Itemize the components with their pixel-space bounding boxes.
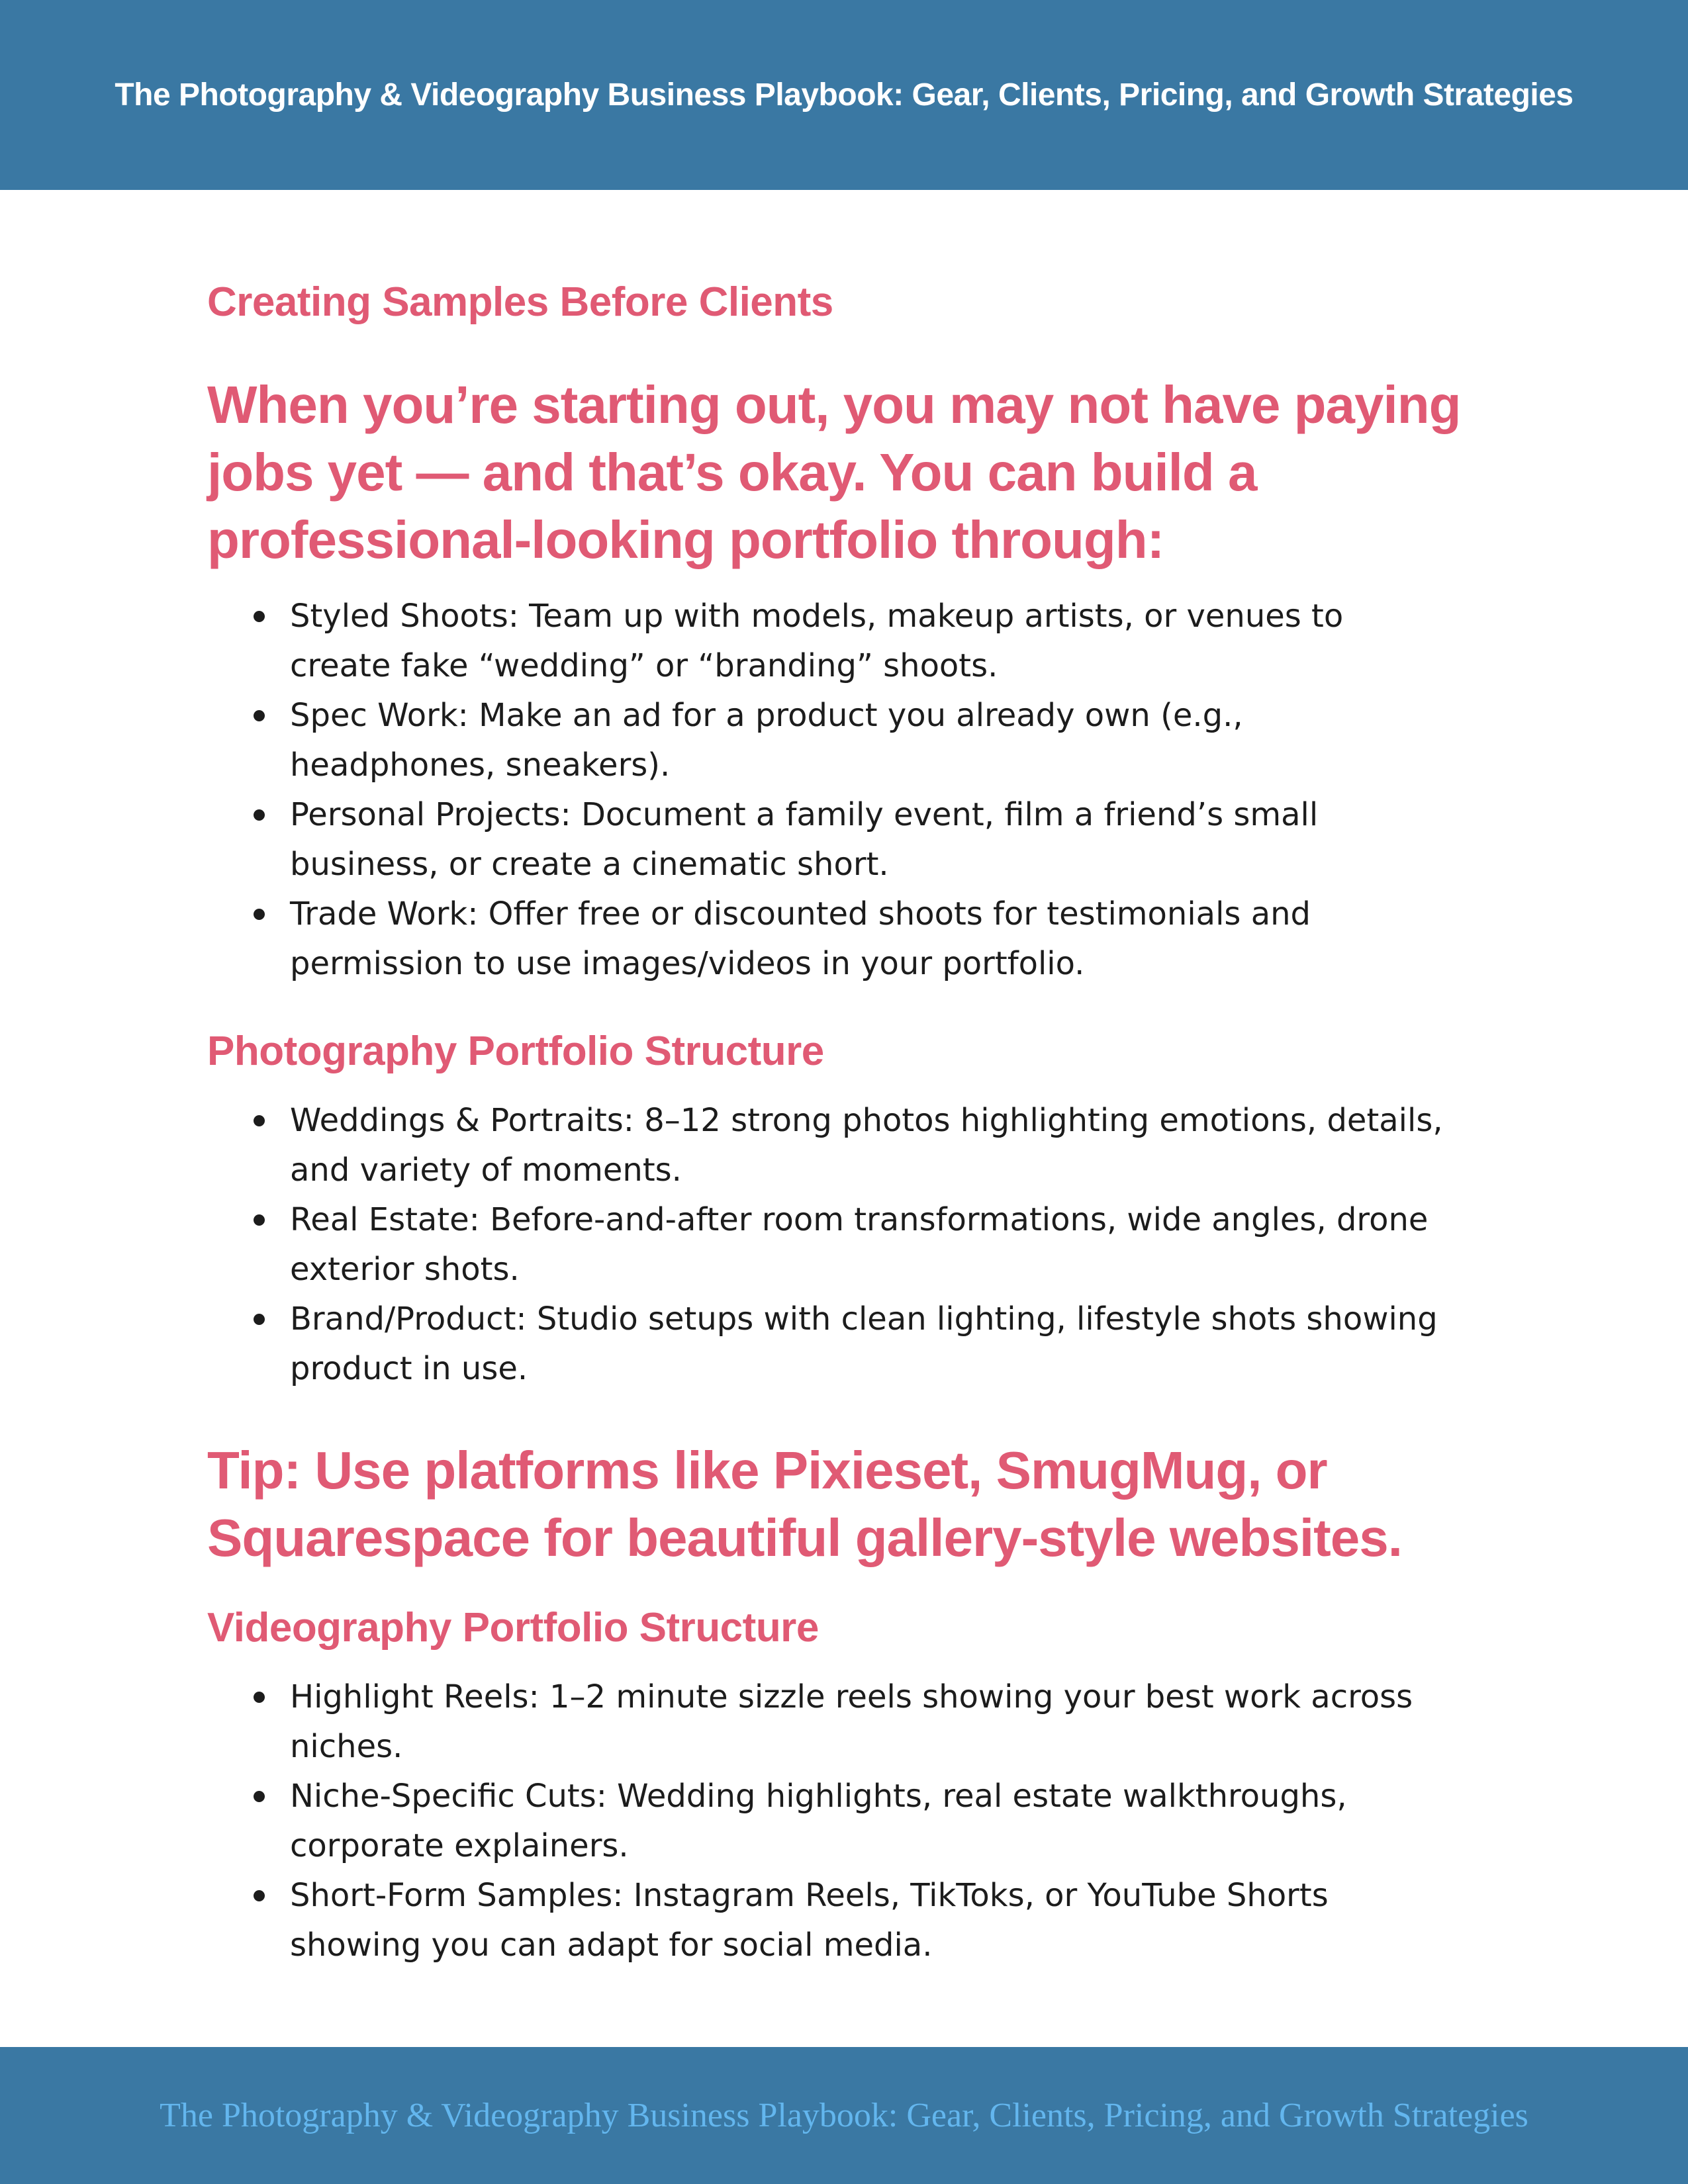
list-item-line: product in use. — [290, 1350, 528, 1387]
intro-callout-line: When you’re starting out, you may not have paying — [207, 375, 1461, 434]
tip-callout-line: Squarespace for beautiful gallery-style websites. — [207, 1508, 1402, 1567]
bullet-icon — [254, 1214, 265, 1226]
bullet-icon — [254, 611, 265, 622]
header-title: The Photography & Videography Business Playbook: Gear, Clients, Pricing, and Growth Strategies — [115, 77, 1573, 113]
list-item-line: showing you can adapt for social media. — [290, 1927, 933, 1964]
list-item-line: create fake “wedding” or “branding” shoots. — [290, 647, 998, 684]
bullet-icon — [254, 1314, 265, 1325]
section-heading-creating-samples: Creating Samples Before Clients — [207, 279, 833, 325]
header-banner — [0, 0, 1688, 190]
list-item — [207, 1772, 1498, 1871]
intro-callout-line: jobs yet — and that’s okay. You can build a — [207, 443, 1257, 502]
list-item-line: Personal Projects: Document a family event, film a friend’s small — [290, 796, 1319, 833]
list-item-line: Weddings & Portraits: 8–12 strong photos highlighting emotions, details, — [290, 1102, 1443, 1139]
list-item-line: exterior shots. — [290, 1251, 520, 1288]
section-heading-photography-portfolio: Photography Portfolio Structure — [207, 1028, 824, 1074]
list-item-line: Brand/Product: Studio setups with clean lighting, lifestyle shots showing — [290, 1300, 1438, 1338]
list-item — [207, 1195, 1498, 1295]
list-item — [207, 592, 1498, 691]
list-item — [207, 1672, 1498, 1772]
samples-list — [207, 592, 1498, 989]
intro-callout-line: professional-looking portfolio through: — [207, 510, 1164, 569]
intro-callout — [207, 371, 1498, 574]
list-item-line: Styled Shoots: Team up with models, makeup artists, or venues to — [290, 598, 1344, 635]
list-item-line: Spec Work: Make an ad for a product you already own (e.g., — [290, 697, 1243, 734]
bullet-icon — [254, 1115, 265, 1126]
bullet-icon — [254, 1791, 265, 1802]
list-item-line: permission to use images/videos in your portfolio. — [290, 945, 1085, 982]
list-item-line: headphones, sneakers). — [290, 747, 671, 784]
list-item-line: corporate explainers. — [290, 1827, 629, 1864]
list-item-line: and variety of moments. — [290, 1152, 682, 1189]
list-item-line: Real Estate: Before-and-after room transformations, wide angles, drone — [290, 1201, 1429, 1238]
footer-banner — [0, 2047, 1688, 2184]
list-item-line: business, or create a cinematic short. — [290, 846, 889, 883]
photography-list — [207, 1096, 1498, 1394]
list-item-line: Niche-Specific Cuts: Wedding highlights, real estate walkthroughs, — [290, 1778, 1347, 1815]
list-item — [207, 1096, 1498, 1195]
bullet-icon — [254, 1692, 265, 1703]
footer-title: The Photography & Videography Business Playbook: Gear, Clients, Pricing, and Growth Strategies — [160, 2097, 1528, 2134]
list-item — [207, 1871, 1498, 1970]
list-item — [207, 1295, 1498, 1394]
tip-callout-line: Tip: Use platforms like Pixieset, SmugMug, or — [207, 1441, 1327, 1500]
tip-callout — [207, 1437, 1498, 1572]
list-item — [207, 691, 1498, 790]
list-item-line: Short-Form Samples: Instagram Reels, TikToks, or YouTube Shorts — [290, 1877, 1329, 1914]
bullet-icon — [254, 809, 265, 821]
list-item-line: niches. — [290, 1728, 403, 1765]
list-item — [207, 889, 1498, 989]
page-content — [207, 190, 1498, 1970]
bullet-icon — [254, 1890, 265, 1901]
bullet-icon — [254, 909, 265, 920]
bullet-icon — [254, 710, 265, 721]
list-item-line: Trade Work: Offer free or discounted shoots for testimonials and — [290, 895, 1311, 933]
section-heading-videography-portfolio: Videography Portfolio Structure — [207, 1605, 819, 1651]
videography-list — [207, 1672, 1498, 1970]
list-item-line: Highlight Reels: 1–2 minute sizzle reels showing your best work across — [290, 1678, 1413, 1715]
list-item — [207, 790, 1498, 889]
